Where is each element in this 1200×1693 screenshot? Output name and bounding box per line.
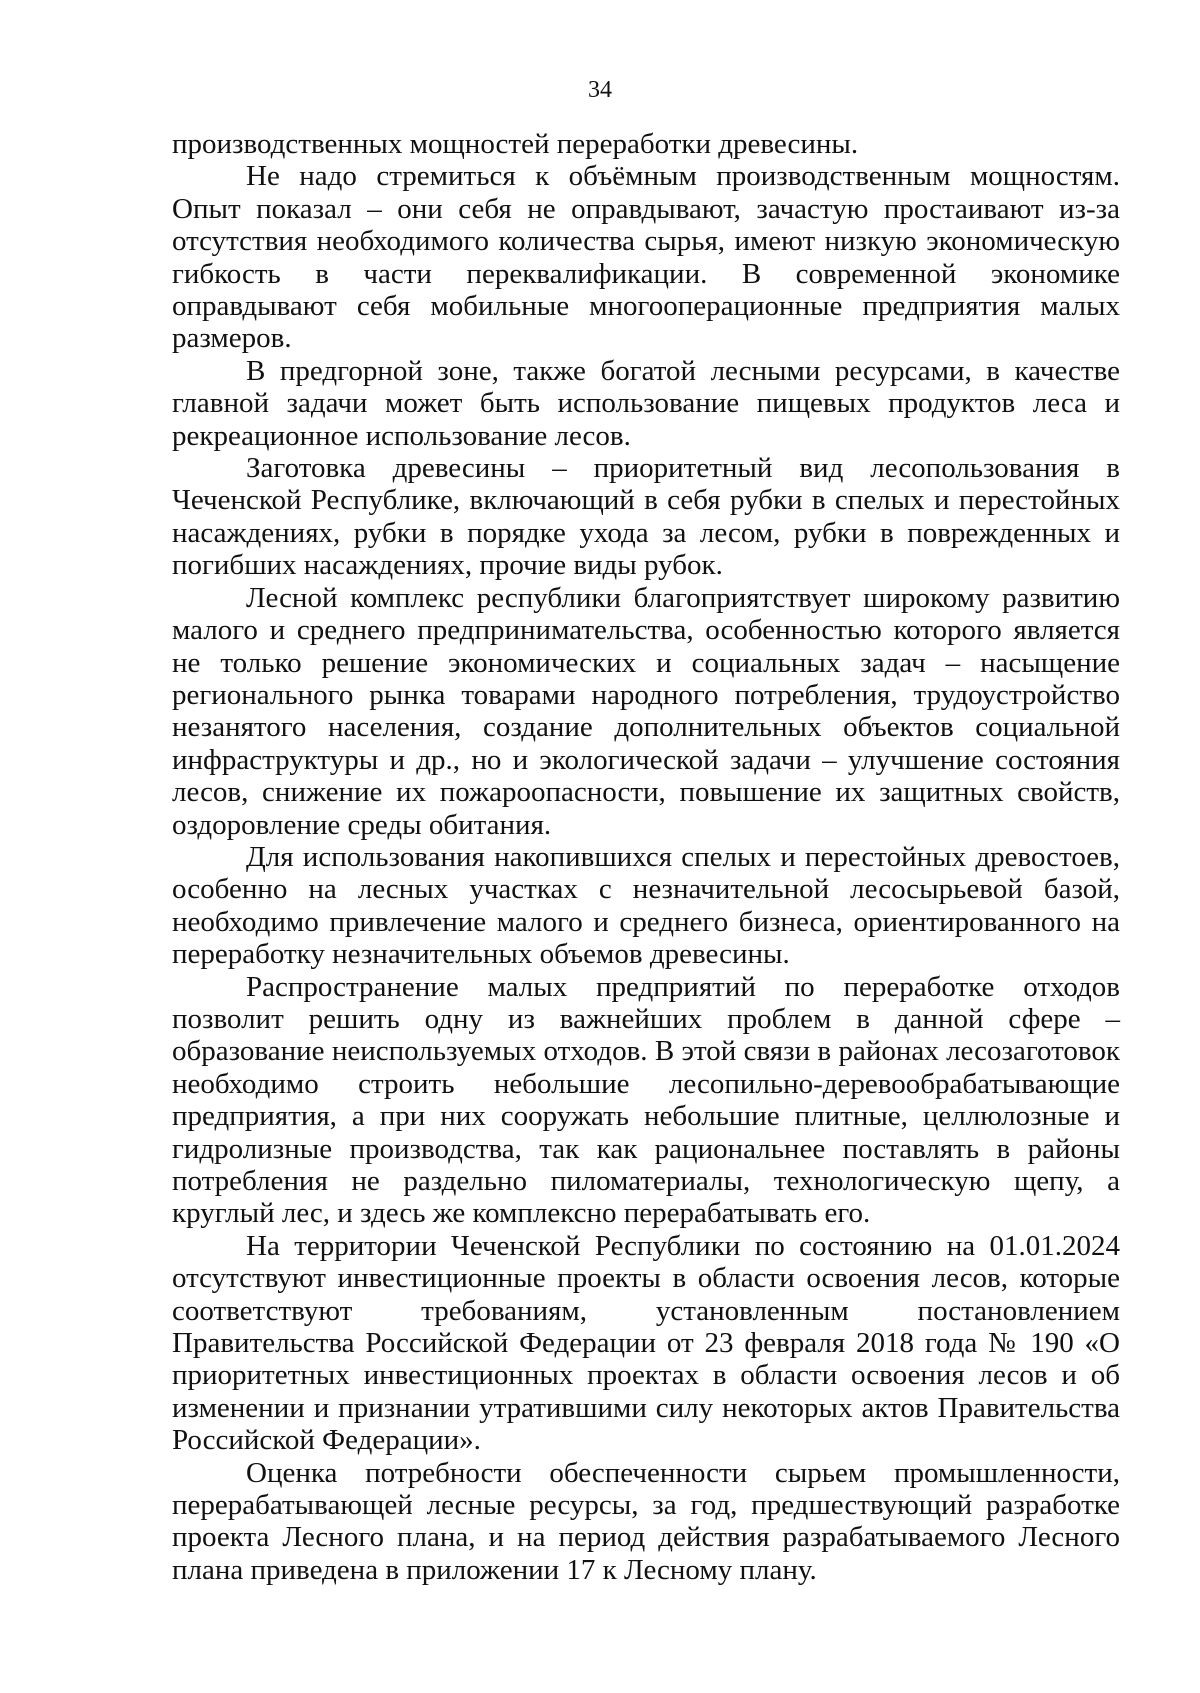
paragraph-raw-material-assessment: Оценка потребности обеспеченности сырьем промышленности, перерабатывающей лесные ресурсы, за год, предшествующий разработке проекта Лесного плана, и на период действия разрабатываемого Лесного плана приведена в приложении 17 к Лесному плану. [172, 1456, 1120, 1586]
paragraph-foothill-zone: В предгорной зоне, также богатой лесными ресурсами, в качестве главной задачи может быть использование пищевых продуктов леса и рекреационное использование лесов. [172, 354, 1120, 452]
paragraph-forest-complex: Лесной комплекс республики благоприятствует широкому развитию малого и среднего предпринимательства, особенностью которого является не только решение экономических и социальных задач – насыщение регионального рынка товарами народного потребления, трудоустройство незанятого населения, создание дополнительных объектов социальной инфраструктуры и др., но и экологической задачи – улучшение состояния лесов, снижение их пожароопасности, повышение их защитных свойств, оздоровление среды обитания. [172, 581, 1120, 841]
page-number: 34 [588, 77, 612, 103]
paragraph-production-capacity: Не надо стремиться к объёмным производственным мощностям. Опыт показал – они себя не оправдывают, зачастую простаивают из-за отсутствия необходимого количества сырья, имеют низкую экономическую гибкость в части переквалификации. В современной экономике оправдывают себя мобильные многооперационные предприятия малых размеров. [172, 160, 1120, 355]
document-body [172, 128, 1120, 1586]
paragraph-mature-stands: Для использования накопившихся спелых и перестойных древостоев, особенно на лесных участках с незначительной лесосырьевой базой, необходимо привлечение малого и среднего бизнеса, ориентированного на переработку незначительных объемов древесины. [172, 840, 1120, 971]
paragraph-investment-projects: На территории Чеченской Республики по состоянию на 01.01.2024 отсутствуют инвестиционные проекты в области освоения лесов, которые соответствуют требованиям, установленным постановлением Правительства Российской Федерации от 23 февраля 2018 года № 190 «О приоритетных инвестиционных проектах в области освоения лесов и об изменении и признании утратившими силу некоторых актов Правительства Российской Федерации». [172, 1229, 1120, 1457]
paragraph-continuation: производственных мощностей переработки древесины. [172, 128, 859, 160]
paragraph-waste-processing: Распространение малых предприятий по переработке отходов позволит решить одну из важнейших проблем в данной сфере – образование неиспользуемых отходов. В этой связи в районах лесозаготовок необходимо строить небольшие лесопильно-деревообрабатывающие предприятия, а при них сооружать небольшие плитные, целлюлозные и гидролизные производства, так как рациональнее поставлять в районы потребления не раздельно пиломатериалы, технологическую щепу, а круглый лес, и здесь же комплексно перерабатывать его. [172, 970, 1120, 1230]
paragraph-timber-harvesting: Заготовка древесины – приоритетный вид лесопользования в Чеченской Республике, включающий в себя рубки в спелых и перестойных насаждениях, рубки в порядке ухода за лесом, рубки в поврежденных и погибших насаждениях, прочие виды рубок. [172, 452, 1120, 582]
